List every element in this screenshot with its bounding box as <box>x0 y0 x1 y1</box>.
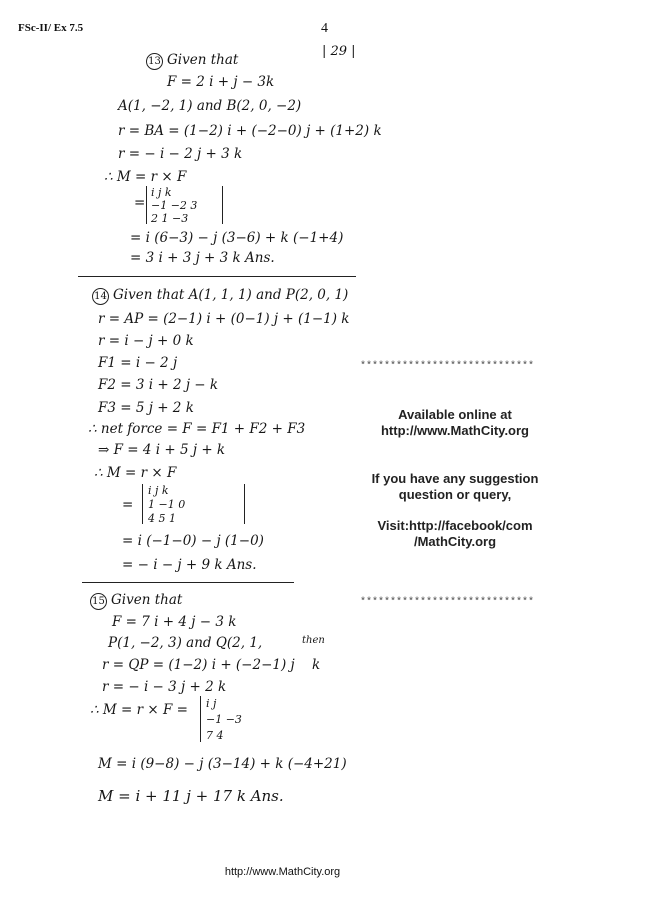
q13-line-2: A(1, −2, 1) and B(2, 0, −2) <box>118 98 302 114</box>
q15-det-bar-left <box>200 696 201 742</box>
facebook-link-line1[interactable]: Visit:http://facebook/com <box>377 518 533 533</box>
q14-line-3: F1 = i − 2 j <box>98 355 178 371</box>
q15-line-3: then <box>302 635 325 646</box>
q14-line-7: ⇒ F = 4 i + 5 j + k <box>98 442 226 458</box>
stars-bottom: ***************************** <box>360 597 535 608</box>
q13-line-10: = 3 i + 3 j + 3 k Ans. <box>130 250 275 266</box>
q15-line-9: −1 −3 <box>206 713 242 726</box>
divider-1 <box>78 276 356 277</box>
suggestion-text: If you have any suggestion <box>371 471 539 486</box>
q14-line-6: ∴ net force = F = F1 + F2 + F3 <box>88 421 306 437</box>
q14-line-13: = − i − j + 9 k Ans. <box>122 557 257 573</box>
facebook-link-line2[interactable]: /MathCity.org <box>413 534 497 549</box>
divider-2 <box>82 582 294 583</box>
q13-line-1: F = 2 i + j − 3k <box>167 74 275 90</box>
stars-top: ***************************** <box>360 361 535 372</box>
question-query-text: question or query, <box>398 487 512 502</box>
q15-line-7: ∴ M = r × F = <box>90 702 188 718</box>
q15-line-12: M = i + 11 j + 17 k Ans. <box>98 787 284 805</box>
q14-line-9: i j k <box>148 484 169 497</box>
q14-line-4: F2 = 3 i + 2 j − k <box>98 377 219 393</box>
q14-line-10: 1 −1 0 <box>148 498 186 511</box>
q15-line-10: 7 4 <box>206 729 224 742</box>
q13-det-bar-right <box>222 186 223 224</box>
q15-line-6: r = − i − 3 j + 2 k <box>102 679 227 695</box>
q13-det-bar-left <box>146 186 147 224</box>
q13-line-7: −1 −2 3 <box>151 199 198 212</box>
q13-line-5: ∴ M = r × F <box>104 169 187 185</box>
header-label: FSc-II/ Ex 7.5 <box>18 22 84 34</box>
available-online-text: Available online at <box>398 407 512 422</box>
q13-line-4: r = − i − 2 j + 3 k <box>118 146 243 162</box>
q15-line-1: F = 7 i + 4 j − 3 k <box>112 614 237 630</box>
q14-line-8: ∴ M = r × F <box>94 465 177 481</box>
q15-line-0: Given that <box>111 592 183 608</box>
q14-det-bar-right <box>244 484 245 524</box>
q13-line-0: Given that <box>167 52 239 68</box>
mathcity-url[interactable]: http://www.MathCity.org <box>380 423 530 438</box>
q14-det-eq: = <box>122 497 134 513</box>
q14-line-0: Given that A(1, 1, 1) and P(2, 0, 1) <box>113 287 349 303</box>
q14-line-11: 4 5 1 <box>148 512 176 525</box>
q15-line-5: k <box>312 657 321 673</box>
q13-line-6: i j k <box>151 186 172 199</box>
q14-det-bar-left <box>142 484 143 524</box>
reference-mark: | 29 | <box>322 44 356 59</box>
q13-line-9: = i (6−3) − j (3−6) + k (−1+4) <box>130 230 344 246</box>
page-number: 4 <box>321 21 328 36</box>
q15-line-4: r = QP = (1−2) i + (−2−1) j <box>102 657 295 673</box>
q15-line-8: i j <box>206 697 217 710</box>
q14-heading <box>92 287 348 305</box>
q13-number: 13 <box>146 53 163 70</box>
q13-det-eq: = <box>134 195 146 211</box>
q15-line-2: P(1, −2, 3) and Q(2, 1, <box>108 635 263 651</box>
q15-number: 15 <box>90 593 107 610</box>
q15-line-11: M = i (9−8) − j (3−14) + k (−4+21) <box>98 756 347 772</box>
footer-url[interactable]: http://www.MathCity.org <box>224 866 341 878</box>
q14-line-1: r = AP = (2−1) i + (0−1) j + (1−1) k <box>98 311 350 327</box>
q13-heading <box>146 52 238 70</box>
q13-line-3: r = BA = (1−2) i + (−2−0) j + (1+2) k <box>118 123 382 139</box>
q13-line-8: 2 1 −3 <box>151 212 189 225</box>
q14-line-2: r = i − j + 0 k <box>98 333 194 349</box>
q15-heading <box>90 592 182 610</box>
q14-number: 14 <box>92 288 109 305</box>
q14-line-5: F3 = 5 j + 2 k <box>98 400 194 416</box>
q14-line-12: = i (−1−0) − j (1−0) <box>122 533 264 549</box>
